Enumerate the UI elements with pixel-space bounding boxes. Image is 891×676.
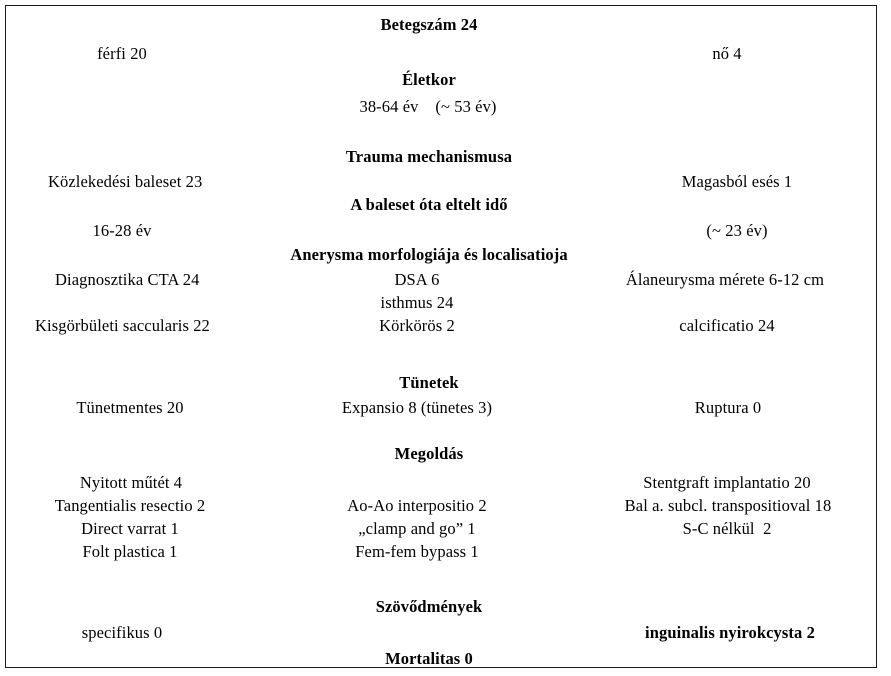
value-tangential-resection: Tangentialis resectio 2 bbox=[54, 496, 206, 515]
value-asymptomatic: Tünetmentes 20 bbox=[76, 398, 184, 417]
value-stentgraft-implantation: Stentgraft implantatio 20 bbox=[643, 473, 811, 492]
section-heading-patient-count: Betegszám 24 bbox=[380, 15, 478, 34]
value-patch-plasty: Folt plastica 1 bbox=[82, 542, 178, 561]
value-age-range: 38-64 év (~ 53 év) bbox=[359, 97, 497, 116]
section-heading-complications: Szövődmények bbox=[375, 597, 483, 616]
value-without-sc: S-C nélkül 2 bbox=[682, 519, 772, 538]
section-heading-aneurysm-morphology: Anerysma morfologiája és localisatioja bbox=[290, 245, 568, 264]
value-trauma-traffic-accident: Közlekedési baleset 23 bbox=[48, 172, 203, 191]
value-direct-suture: Direct varrat 1 bbox=[81, 519, 179, 538]
value-open-surgery: Nyitott műtét 4 bbox=[79, 473, 183, 492]
value-male-count: férfi 20 bbox=[97, 44, 147, 63]
value-elapsed-mean: (~ 23 év) bbox=[706, 221, 768, 240]
value-left-subclavian-transposition: Bal a. subcl. transpositioval 18 bbox=[624, 496, 832, 515]
value-specific-complications: specifikus 0 bbox=[81, 623, 163, 642]
value-inguinal-lymphocyst: inguinalis nyirokcysta 2 bbox=[645, 623, 815, 642]
section-heading-time-since-accident: A baleset óta eltelt idő bbox=[350, 195, 508, 214]
section-heading-symptoms: Tünetek bbox=[399, 373, 459, 392]
value-femorofemoral-bypass: Fem-fem bypass 1 bbox=[355, 542, 479, 561]
section-heading-mortality: Mortalitas 0 bbox=[385, 649, 473, 668]
value-trauma-fall-from-height: Magasból esés 1 bbox=[681, 172, 793, 191]
value-circumferential: Körkörös 2 bbox=[379, 316, 455, 335]
section-heading-age: Életkor bbox=[402, 70, 456, 89]
value-female-count: nő 4 bbox=[712, 44, 742, 63]
value-clamp-and-go: „clamp and go” 1 bbox=[358, 519, 476, 538]
value-aorto-aortic-interposition: Ao-Ao interpositio 2 bbox=[347, 496, 487, 515]
value-pseudoaneurysm-size: Álaneurysma mérete 6-12 cm bbox=[625, 270, 825, 289]
value-saccular-lesser-curvature: Kisgörbületi saccularis 22 bbox=[35, 316, 210, 335]
value-rupture: Ruptura 0 bbox=[694, 398, 762, 417]
section-heading-treatment: Megoldás bbox=[394, 444, 464, 463]
value-elapsed-range: 16-28 év bbox=[92, 221, 152, 240]
value-calcification: calcificatio 24 bbox=[679, 316, 775, 335]
results-table-frame bbox=[5, 5, 877, 668]
value-expansion: Expansio 8 (tünetes 3) bbox=[341, 398, 493, 417]
section-heading-trauma-mechanism: Trauma mechanismusa bbox=[345, 147, 513, 166]
value-diagnostics-cta: Diagnosztika CTA 24 bbox=[55, 270, 200, 289]
value-diagnostics-dsa: DSA 6 bbox=[394, 270, 440, 289]
value-location-isthmus: isthmus 24 bbox=[380, 293, 454, 312]
